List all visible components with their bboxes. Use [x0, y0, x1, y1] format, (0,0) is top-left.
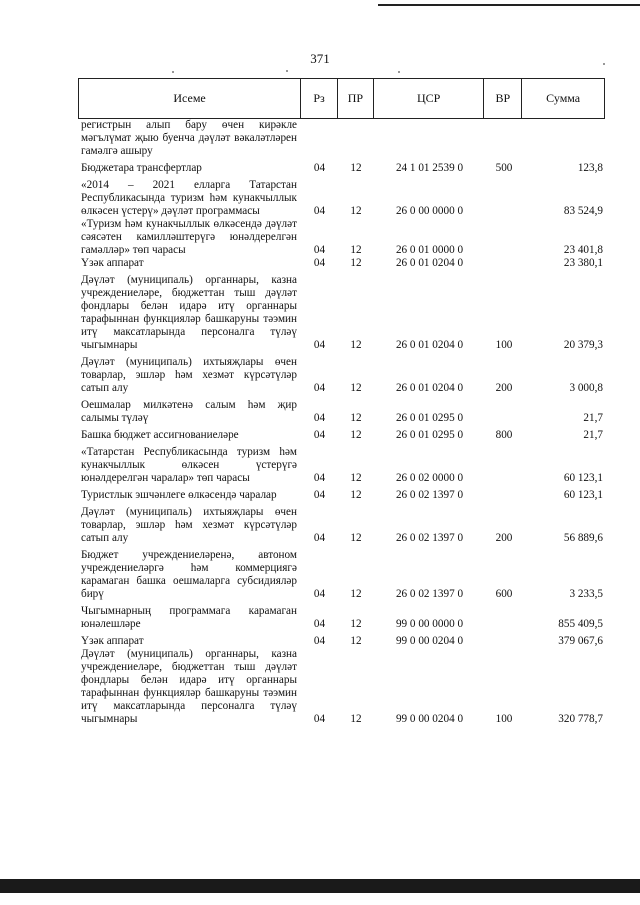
- cell-sum: 123,8: [577, 162, 603, 174]
- header-pr: ПР: [338, 79, 374, 118]
- cell-name: Дәүләт (муниципаль) органнары, казна учреждениеләре, бюджеттан тыш дәүләт фондлары белән идарә итү органнары тарафыннан функцияләр башкаруны тәэмин итү максатларында персоналга түләү чыгымнары: [81, 648, 297, 725]
- cell-rz: 04: [313, 489, 326, 501]
- cell-sum: 60 123,1: [563, 472, 603, 484]
- cell-csr: 26 0 02 1397 0: [395, 588, 464, 600]
- cell-sum: 23 401,8: [563, 244, 603, 256]
- cell-vr: 600: [495, 588, 513, 600]
- cell-rz: 04: [313, 532, 326, 544]
- cell-pr: 12: [350, 162, 362, 174]
- cell-name: Оешмалар милкәтенә салым һәм җир салымы түләү: [81, 399, 297, 424]
- cell-rz: 04: [313, 257, 326, 269]
- cell-rz: 04: [313, 713, 326, 725]
- table-row: [78, 162, 605, 175]
- cell-sum: 3 233,5: [569, 588, 603, 600]
- cell-rz: 04: [313, 382, 326, 394]
- cell-sum: 20 379,3: [563, 339, 603, 351]
- header-vr: ВР: [484, 79, 522, 118]
- cell-rz: 04: [313, 205, 326, 217]
- cell-pr: 12: [350, 412, 362, 424]
- cell-pr: 12: [350, 532, 362, 544]
- cell-sum: 855 409,5: [558, 618, 603, 630]
- scan-speck: [172, 71, 174, 73]
- cell-csr: 26 0 01 0204 0: [395, 382, 464, 394]
- cell-csr: 26 0 01 0295 0: [395, 429, 464, 441]
- cell-name: Үзәк аппарат: [81, 257, 144, 269]
- cell-sum: 21,7: [583, 429, 603, 441]
- table-header: [78, 78, 605, 119]
- table-row: [78, 648, 605, 726]
- cell-csr: 99 0 00 0204 0: [395, 635, 464, 647]
- table-row: [78, 399, 605, 425]
- cell-name: Дәүләт (муниципаль) ихтыяҗлары өчен товарлар, эшләр һәм хезмәт күрсәтүләр сатып алу: [81, 506, 297, 544]
- table-row: [78, 605, 605, 631]
- cell-name: «Туризм һәм кунакчыллык өлкәсендә дәүләт сәясәтен камилләштерүгә юнәлдерелгән гамәлләр» төп чарасы: [81, 218, 297, 256]
- cell-csr: 26 0 01 0204 0: [395, 339, 464, 351]
- cell-csr: 26 0 02 1397 0: [395, 489, 464, 501]
- cell-rz: 04: [313, 635, 326, 647]
- cell-rz: 04: [313, 244, 326, 256]
- cell-sum: 320 778,7: [558, 713, 603, 725]
- scan-edge-bottom: [0, 879, 640, 893]
- cell-name: регистрын алып бару өчен кирәкле мәгълүмат җыю буенча дәүләт вәкаләтләрен гамәлгә ашыру: [81, 119, 297, 157]
- cell-vr: 800: [495, 429, 513, 441]
- cell-csr: 26 0 02 1397 0: [395, 532, 464, 544]
- cell-pr: 12: [350, 489, 362, 501]
- cell-sum: 23 380,1: [563, 257, 603, 269]
- cell-csr: 26 0 01 0204 0: [395, 257, 464, 269]
- cell-pr: 12: [350, 635, 362, 647]
- cell-sum: 379 067,6: [558, 635, 603, 647]
- cell-csr: 26 0 01 0295 0: [395, 412, 464, 424]
- table-row: [78, 489, 605, 502]
- cell-rz: 04: [313, 339, 326, 351]
- cell-rz: 04: [313, 472, 326, 484]
- cell-sum: 83 524,9: [563, 205, 603, 217]
- table-row: [78, 257, 605, 270]
- scan-speck: [286, 70, 288, 72]
- cell-rz: 04: [313, 588, 326, 600]
- cell-name: Туристлык эшчәнлеге өлкәсендә чаралар: [81, 489, 277, 501]
- cell-vr: 200: [495, 532, 513, 544]
- cell-pr: 12: [350, 257, 362, 269]
- cell-csr: 24 1 01 2539 0: [395, 162, 464, 174]
- cell-rz: 04: [313, 412, 326, 424]
- cell-rz: 04: [313, 429, 326, 441]
- cell-pr: 12: [350, 205, 362, 217]
- cell-pr: 12: [350, 244, 362, 256]
- cell-csr: 26 0 00 0000 0: [395, 205, 464, 217]
- cell-pr: 12: [350, 618, 362, 630]
- cell-sum: 60 123,1: [563, 489, 603, 501]
- page-number: 371: [310, 51, 330, 66]
- cell-name: «Татарстан Республикасында туризм һәм кунакчыллык өлкәсен үстерүгә юнәлдерелгән чаралар» төп чарасы: [81, 446, 297, 484]
- cell-csr: 99 0 00 0000 0: [395, 618, 464, 630]
- cell-pr: 12: [350, 588, 362, 600]
- cell-vr: 100: [495, 713, 513, 725]
- cell-name: Бюджетара трансфертлар: [81, 162, 202, 174]
- table-row: [78, 274, 605, 352]
- header-csr: ЦСР: [374, 79, 485, 118]
- table-row: [78, 635, 605, 648]
- header-name: Исеме: [79, 79, 301, 118]
- table-row: [78, 179, 605, 218]
- cell-name: «2014 – 2021 елларга Татарстан Республикасында туризм һәм кунакчыллык өлкәсен үстерү» дәүләт программасы: [81, 179, 297, 217]
- table-row: [78, 356, 605, 395]
- cell-name: Дәүләт (муниципаль) ихтыяҗлары өчен товарлар, эшләр һәм хезмәт күрсәтүләр сатып алу: [81, 356, 297, 394]
- cell-pr: 12: [350, 339, 362, 351]
- cell-sum: 21,7: [583, 412, 603, 424]
- table-row: [78, 506, 605, 545]
- cell-csr: 26 0 01 0000 0: [395, 244, 464, 256]
- cell-rz: 04: [313, 618, 326, 630]
- scan-speck: [398, 71, 400, 73]
- scan-edge-top: [378, 4, 640, 6]
- cell-vr: 500: [495, 162, 513, 174]
- header-rz: Рз: [301, 79, 338, 118]
- cell-name: Дәүләт (муниципаль) органнары, казна учреждениеләре, бюджеттан тыш дәүләт фондлары белән идарә итү органнары тарафыннан функцияләр башкаруны тәэмин итү максатларында персоналга түләү чыгымнары: [81, 274, 297, 351]
- cell-pr: 12: [350, 429, 362, 441]
- cell-sum: 3 000,8: [569, 382, 603, 394]
- cell-pr: 12: [350, 472, 362, 484]
- budget-table-body: [78, 119, 605, 726]
- table-row: [78, 218, 605, 257]
- table-row: [78, 549, 605, 601]
- cell-name: Башка бюджет ассигнованиеләре: [81, 429, 239, 441]
- cell-pr: 12: [350, 713, 362, 725]
- cell-rz: 04: [313, 162, 326, 174]
- table-row: [78, 446, 605, 485]
- header-sum: Сумма: [546, 91, 581, 105]
- cell-pr: 12: [350, 382, 362, 394]
- table-row: [78, 429, 605, 442]
- cell-csr: 26 0 02 0000 0: [395, 472, 464, 484]
- cell-vr: 200: [495, 382, 513, 394]
- cell-csr: 99 0 00 0204 0: [395, 713, 464, 725]
- cell-vr: 100: [495, 339, 513, 351]
- cell-sum: 56 889,6: [563, 532, 603, 544]
- cell-name: Үзәк аппарат: [81, 635, 144, 647]
- cell-name: Чыгымнарның программага карамаган юнәлешләре: [81, 605, 297, 630]
- table-row: [78, 119, 605, 158]
- cell-name: Бюджет учреждениеләренә, автоном учреждениеләргә һәм коммерциягә карамаган башка оешмаларга субсидияләр бирү: [81, 549, 297, 600]
- scan-speck: [603, 63, 605, 65]
